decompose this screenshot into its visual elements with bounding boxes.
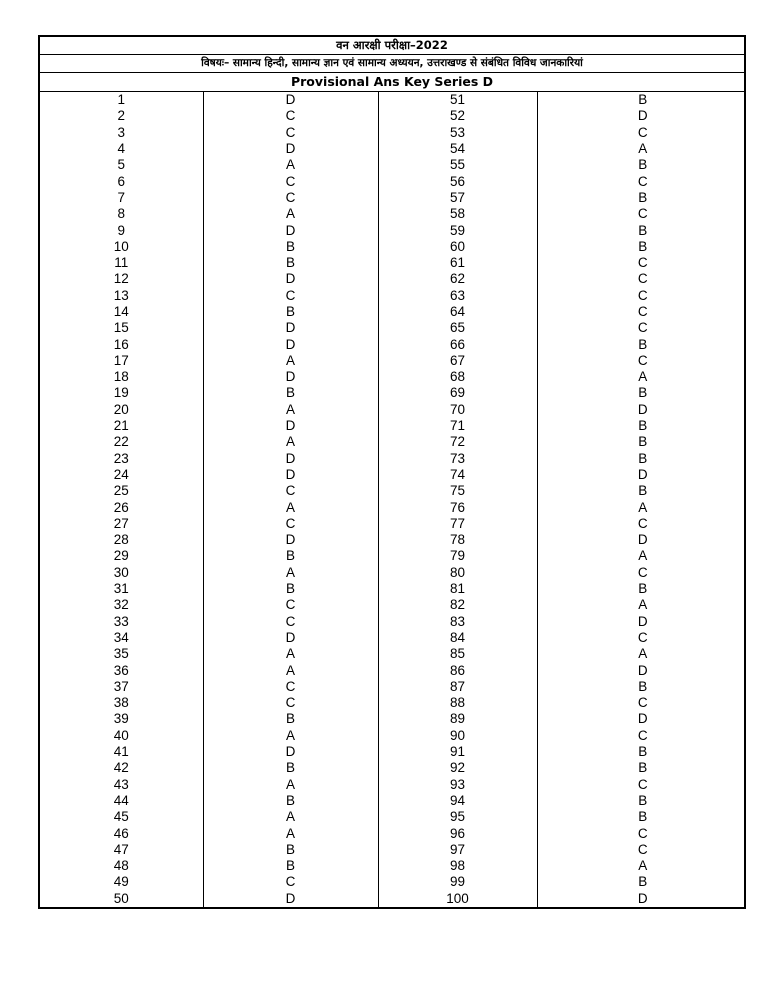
question-number-cell: 84 xyxy=(378,630,537,646)
table-row xyxy=(40,402,748,418)
answer-key-table xyxy=(40,92,748,907)
answer-cell: C xyxy=(537,695,748,711)
question-number-cell: 20 xyxy=(40,402,203,418)
table-row xyxy=(40,304,748,320)
table-row xyxy=(40,891,748,907)
question-number-cell: 3 xyxy=(40,125,203,141)
question-number-cell: 60 xyxy=(378,239,537,255)
question-number-cell: 26 xyxy=(40,499,203,515)
exam-title: वन आरक्षी परीक्षा–2022 xyxy=(40,37,744,55)
answer-cell: C xyxy=(537,842,748,858)
answer-cell: B xyxy=(537,418,748,434)
question-number-cell: 13 xyxy=(40,288,203,304)
table-row xyxy=(40,728,748,744)
answer-cell: B xyxy=(537,222,748,238)
answer-cell: D xyxy=(203,336,378,352)
question-number-cell: 12 xyxy=(40,271,203,287)
question-number-cell: 8 xyxy=(40,206,203,222)
question-number-cell: 56 xyxy=(378,173,537,189)
question-number-cell: 23 xyxy=(40,451,203,467)
question-number-cell: 83 xyxy=(378,614,537,630)
answer-cell: C xyxy=(203,173,378,189)
table-row xyxy=(40,418,748,434)
answer-cell: C xyxy=(203,483,378,499)
answer-cell: A xyxy=(203,646,378,662)
answer-cell: C xyxy=(203,516,378,532)
question-number-cell: 96 xyxy=(378,825,537,841)
question-number-cell: 2 xyxy=(40,108,203,124)
question-number-cell: 39 xyxy=(40,711,203,727)
answer-cell: D xyxy=(537,467,748,483)
answer-cell: B xyxy=(203,711,378,727)
table-row xyxy=(40,809,748,825)
answer-cell: A xyxy=(537,858,748,874)
answer-cell: A xyxy=(203,662,378,678)
answer-cell: A xyxy=(203,776,378,792)
answer-cell: C xyxy=(537,565,748,581)
question-number-cell: 27 xyxy=(40,516,203,532)
answer-cell: D xyxy=(537,711,748,727)
answer-cell: C xyxy=(203,597,378,613)
answer-cell: D xyxy=(203,369,378,385)
question-number-cell: 36 xyxy=(40,662,203,678)
answer-cell: B xyxy=(537,483,748,499)
table-row xyxy=(40,581,748,597)
question-number-cell: 75 xyxy=(378,483,537,499)
table-row xyxy=(40,92,748,108)
table-row xyxy=(40,516,748,532)
question-number-cell: 73 xyxy=(378,451,537,467)
table-row xyxy=(40,434,748,450)
question-number-cell: 50 xyxy=(40,891,203,907)
question-number-cell: 11 xyxy=(40,255,203,271)
table-row xyxy=(40,125,748,141)
question-number-cell: 21 xyxy=(40,418,203,434)
question-number-cell: 91 xyxy=(378,744,537,760)
table-row xyxy=(40,141,748,157)
question-number-cell: 34 xyxy=(40,630,203,646)
answer-cell: B xyxy=(537,581,748,597)
answer-cell: D xyxy=(537,891,748,907)
table-row xyxy=(40,793,748,809)
answer-key-body xyxy=(40,92,748,907)
question-number-cell: 94 xyxy=(378,793,537,809)
answer-cell: C xyxy=(537,320,748,336)
question-number-cell: 90 xyxy=(378,728,537,744)
answer-cell: B xyxy=(203,304,378,320)
question-number-cell: 72 xyxy=(378,434,537,450)
answer-cell: A xyxy=(537,369,748,385)
table-row xyxy=(40,532,748,548)
question-number-cell: 38 xyxy=(40,695,203,711)
question-number-cell: 33 xyxy=(40,614,203,630)
subject-line: विषयः– सामान्य हिन्दी, सामान्य ज्ञान एवं सामान्य अध्ययन, उत्तराखण्ड से संबंधित विविध जानकारियां xyxy=(40,55,744,73)
answer-cell: B xyxy=(537,385,748,401)
table-row xyxy=(40,630,748,646)
table-row xyxy=(40,451,748,467)
question-number-cell: 61 xyxy=(378,255,537,271)
answer-cell: C xyxy=(203,190,378,206)
question-number-cell: 41 xyxy=(40,744,203,760)
answer-cell: A xyxy=(537,548,748,564)
answer-cell: C xyxy=(537,728,748,744)
table-row xyxy=(40,255,748,271)
answer-cell: D xyxy=(203,630,378,646)
answer-cell: B xyxy=(537,239,748,255)
answer-cell: C xyxy=(537,271,748,287)
answer-cell: C xyxy=(203,108,378,124)
answer-cell: D xyxy=(203,891,378,907)
table-row xyxy=(40,369,748,385)
answer-cell: B xyxy=(537,190,748,206)
question-number-cell: 42 xyxy=(40,760,203,776)
question-number-cell: 14 xyxy=(40,304,203,320)
answer-cell: A xyxy=(203,206,378,222)
answer-cell: C xyxy=(537,288,748,304)
answer-cell: C xyxy=(537,825,748,841)
answer-cell: B xyxy=(203,548,378,564)
question-number-cell: 55 xyxy=(378,157,537,173)
answer-cell: B xyxy=(203,793,378,809)
question-number-cell: 57 xyxy=(378,190,537,206)
table-row xyxy=(40,239,748,255)
question-number-cell: 93 xyxy=(378,776,537,792)
answer-cell: D xyxy=(203,271,378,287)
answer-cell: C xyxy=(203,695,378,711)
table-row xyxy=(40,157,748,173)
table-row xyxy=(40,222,748,238)
question-number-cell: 35 xyxy=(40,646,203,662)
answer-cell: D xyxy=(203,141,378,157)
answer-cell: D xyxy=(537,402,748,418)
table-row xyxy=(40,467,748,483)
question-number-cell: 59 xyxy=(378,222,537,238)
question-number-cell: 97 xyxy=(378,842,537,858)
table-row xyxy=(40,695,748,711)
table-row xyxy=(40,548,748,564)
table-row xyxy=(40,108,748,124)
answer-cell: B xyxy=(203,255,378,271)
answer-cell: C xyxy=(537,304,748,320)
question-number-cell: 82 xyxy=(378,597,537,613)
question-number-cell: 9 xyxy=(40,222,203,238)
answer-cell: B xyxy=(203,858,378,874)
answer-cell: C xyxy=(537,125,748,141)
answer-cell: A xyxy=(203,402,378,418)
answer-cell: B xyxy=(537,744,748,760)
question-number-cell: 37 xyxy=(40,679,203,695)
answer-cell: B xyxy=(203,760,378,776)
question-number-cell: 98 xyxy=(378,858,537,874)
question-number-cell: 54 xyxy=(378,141,537,157)
table-row xyxy=(40,320,748,336)
question-number-cell: 70 xyxy=(378,402,537,418)
question-number-cell: 24 xyxy=(40,467,203,483)
question-number-cell: 25 xyxy=(40,483,203,499)
question-number-cell: 69 xyxy=(378,385,537,401)
answer-cell: A xyxy=(203,157,378,173)
answer-cell: C xyxy=(537,255,748,271)
answer-cell: C xyxy=(537,353,748,369)
answer-cell: C xyxy=(203,614,378,630)
answer-cell: B xyxy=(537,874,748,890)
question-number-cell: 4 xyxy=(40,141,203,157)
question-number-cell: 32 xyxy=(40,597,203,613)
question-number-cell: 1 xyxy=(40,92,203,108)
question-number-cell: 65 xyxy=(378,320,537,336)
table-row xyxy=(40,336,748,352)
question-number-cell: 78 xyxy=(378,532,537,548)
answer-cell: D xyxy=(203,92,378,108)
question-number-cell: 29 xyxy=(40,548,203,564)
question-number-cell: 100 xyxy=(378,891,537,907)
question-number-cell: 28 xyxy=(40,532,203,548)
question-number-cell: 89 xyxy=(378,711,537,727)
table-row xyxy=(40,173,748,189)
answer-cell: A xyxy=(203,434,378,450)
answer-cell: C xyxy=(203,125,378,141)
question-number-cell: 10 xyxy=(40,239,203,255)
answer-cell: D xyxy=(203,320,378,336)
answer-cell: D xyxy=(203,451,378,467)
question-number-cell: 79 xyxy=(378,548,537,564)
question-number-cell: 53 xyxy=(378,125,537,141)
table-row xyxy=(40,760,748,776)
question-number-cell: 22 xyxy=(40,434,203,450)
table-row xyxy=(40,744,748,760)
table-row xyxy=(40,646,748,662)
answer-cell: A xyxy=(203,353,378,369)
answer-cell: D xyxy=(203,418,378,434)
table-row xyxy=(40,206,748,222)
question-number-cell: 31 xyxy=(40,581,203,597)
question-number-cell: 40 xyxy=(40,728,203,744)
answer-cell: D xyxy=(537,662,748,678)
question-number-cell: 16 xyxy=(40,336,203,352)
answer-cell: A xyxy=(537,499,748,515)
answer-cell: B xyxy=(203,239,378,255)
table-row xyxy=(40,499,748,515)
question-number-cell: 76 xyxy=(378,499,537,515)
answer-cell: D xyxy=(203,744,378,760)
answer-cell: A xyxy=(537,141,748,157)
answer-cell: B xyxy=(537,809,748,825)
question-number-cell: 7 xyxy=(40,190,203,206)
table-row xyxy=(40,679,748,695)
table-row xyxy=(40,776,748,792)
answer-cell: B xyxy=(537,793,748,809)
question-number-cell: 71 xyxy=(378,418,537,434)
table-row xyxy=(40,385,748,401)
question-number-cell: 67 xyxy=(378,353,537,369)
answer-cell: D xyxy=(537,108,748,124)
answer-key-sheet xyxy=(38,35,746,909)
answer-cell: B xyxy=(537,451,748,467)
answer-cell: C xyxy=(537,206,748,222)
question-number-cell: 51 xyxy=(378,92,537,108)
table-row xyxy=(40,483,748,499)
question-number-cell: 19 xyxy=(40,385,203,401)
answer-cell: A xyxy=(537,646,748,662)
answer-cell: C xyxy=(203,874,378,890)
question-number-cell: 47 xyxy=(40,842,203,858)
answer-cell: C xyxy=(203,679,378,695)
answer-cell: B xyxy=(203,385,378,401)
answer-cell: A xyxy=(203,825,378,841)
question-number-cell: 30 xyxy=(40,565,203,581)
question-number-cell: 68 xyxy=(378,369,537,385)
answer-cell: D xyxy=(203,222,378,238)
table-row xyxy=(40,614,748,630)
question-number-cell: 48 xyxy=(40,858,203,874)
answer-cell: B xyxy=(203,581,378,597)
answer-cell: B xyxy=(203,842,378,858)
answer-cell: B xyxy=(537,157,748,173)
question-number-cell: 85 xyxy=(378,646,537,662)
question-number-cell: 81 xyxy=(378,581,537,597)
answer-cell: B xyxy=(537,760,748,776)
question-number-cell: 44 xyxy=(40,793,203,809)
question-number-cell: 80 xyxy=(378,565,537,581)
answer-cell: A xyxy=(203,728,378,744)
answer-cell: C xyxy=(537,173,748,189)
answer-cell: B xyxy=(537,679,748,695)
answer-cell: C xyxy=(537,630,748,646)
question-number-cell: 95 xyxy=(378,809,537,825)
question-number-cell: 92 xyxy=(378,760,537,776)
answer-cell: C xyxy=(537,516,748,532)
answer-cell: B xyxy=(537,336,748,352)
answer-cell: D xyxy=(537,532,748,548)
answer-cell: C xyxy=(537,776,748,792)
question-number-cell: 64 xyxy=(378,304,537,320)
answer-cell: D xyxy=(203,467,378,483)
question-number-cell: 46 xyxy=(40,825,203,841)
answer-cell: B xyxy=(537,92,748,108)
question-number-cell: 66 xyxy=(378,336,537,352)
answer-cell: D xyxy=(203,532,378,548)
answer-key-label: Provisional Ans Key Series D xyxy=(40,73,744,92)
question-number-cell: 43 xyxy=(40,776,203,792)
table-row xyxy=(40,842,748,858)
question-number-cell: 52 xyxy=(378,108,537,124)
question-number-cell: 45 xyxy=(40,809,203,825)
question-number-cell: 58 xyxy=(378,206,537,222)
question-number-cell: 18 xyxy=(40,369,203,385)
answer-cell: C xyxy=(203,288,378,304)
question-number-cell: 86 xyxy=(378,662,537,678)
question-number-cell: 15 xyxy=(40,320,203,336)
question-number-cell: 62 xyxy=(378,271,537,287)
answer-cell: B xyxy=(537,434,748,450)
question-number-cell: 87 xyxy=(378,679,537,695)
table-row xyxy=(40,190,748,206)
table-row xyxy=(40,711,748,727)
table-row xyxy=(40,825,748,841)
question-number-cell: 74 xyxy=(378,467,537,483)
answer-cell: A xyxy=(203,499,378,515)
question-number-cell: 17 xyxy=(40,353,203,369)
table-row xyxy=(40,565,748,581)
answer-cell: A xyxy=(537,597,748,613)
question-number-cell: 49 xyxy=(40,874,203,890)
table-row xyxy=(40,288,748,304)
question-number-cell: 63 xyxy=(378,288,537,304)
question-number-cell: 77 xyxy=(378,516,537,532)
question-number-cell: 6 xyxy=(40,173,203,189)
table-row xyxy=(40,597,748,613)
table-row xyxy=(40,662,748,678)
answer-cell: D xyxy=(537,614,748,630)
table-row xyxy=(40,271,748,287)
table-row xyxy=(40,874,748,890)
question-number-cell: 5 xyxy=(40,157,203,173)
question-number-cell: 88 xyxy=(378,695,537,711)
answer-cell: A xyxy=(203,565,378,581)
table-row xyxy=(40,353,748,369)
table-row xyxy=(40,858,748,874)
question-number-cell: 99 xyxy=(378,874,537,890)
answer-cell: A xyxy=(203,809,378,825)
